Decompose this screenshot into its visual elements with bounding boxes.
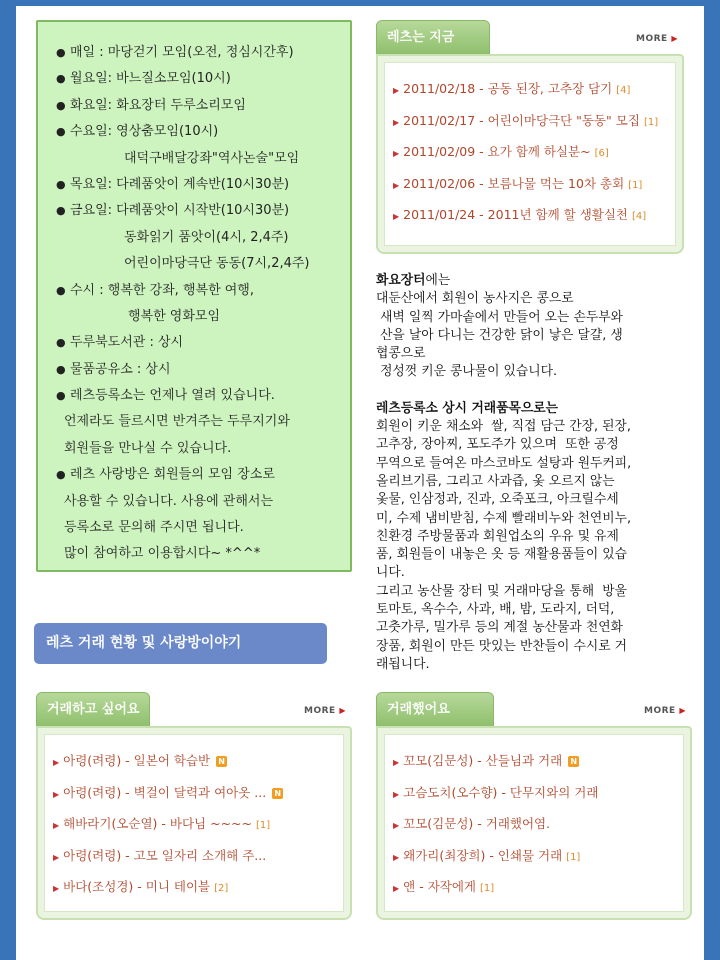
text-line: 옻물, 인삼정과, 진과, 오죽포크, 아크릴수세 xyxy=(376,492,619,508)
new-badge-icon: N xyxy=(216,756,227,767)
schedule-line: ● 월요일: 바느질소모임(10시) xyxy=(56,66,350,92)
bullet-arrow-icon: ▶ xyxy=(53,758,60,767)
schedule-line: ● 수요일: 영상춤모임(10시) xyxy=(56,119,350,145)
text-line: 새벽 일찍 가마솥에서 만들어 오는 손두부와 xyxy=(376,309,623,325)
schedule-line: 사용할 수 있습니다. 사용에 관해서는 xyxy=(64,493,274,509)
list-item-link[interactable]: 꼬모(김문성) - 거래했어염. xyxy=(403,816,551,831)
now-list xyxy=(384,62,676,246)
bullet-arrow-icon: ▶ xyxy=(393,852,400,862)
bullet-icon: ● xyxy=(56,98,66,112)
want-panel-tab: 거래하고 싶어요 xyxy=(36,692,150,726)
list-item-link[interactable]: 2011/02/17 - 어린이마당극단 "동동" 모집 xyxy=(403,112,640,128)
schedule-line: ● 금요일: 다례품앗이 시작반(10시30분) xyxy=(56,198,350,224)
list-item-link[interactable]: 왜가리(최장희) - 인쇄물 거래 xyxy=(403,847,563,863)
bullet-arrow-icon: ▶ xyxy=(393,86,400,95)
list-item-link[interactable]: 앤 - 자작에게 xyxy=(403,879,476,894)
new-badge-icon: N xyxy=(568,756,579,767)
bullet-arrow-icon: ▶ xyxy=(393,884,400,893)
list-item-link[interactable]: 2011/02/09 - 요가 함께 하실분~ xyxy=(403,144,591,159)
schedule-line: ● 레츠등록소는 언제나 열려 있습니다. xyxy=(56,383,350,409)
schedule-line: ● 물품공유소 : 상시 xyxy=(56,357,350,383)
list-item-link[interactable]: 아령(려령) - 고모 일자리 소개해 주... xyxy=(63,847,267,863)
text-line: 토마토, 옥수수, 사과, 배, 밤, 도라지, 더덕, xyxy=(376,602,615,618)
schedule-line: ● 매일 : 마당걷기 모임(오전, 정심시간후) xyxy=(56,40,350,66)
list-item-link[interactable]: 바다(조성경) - 미니 테이블 xyxy=(63,879,211,894)
bullet-arrow-icon: ▶ xyxy=(393,212,400,221)
comment-count: [1] xyxy=(628,179,643,191)
list-item[interactable] xyxy=(53,745,343,777)
info-text xyxy=(376,272,700,674)
list-item[interactable] xyxy=(53,871,343,903)
schedule-line: 행복한 영화모임 xyxy=(128,308,221,324)
want-panel xyxy=(36,692,352,920)
done-panel-tab: 거래했어요 xyxy=(376,692,494,726)
done-more-button[interactable]: MORE ▶ xyxy=(644,706,686,716)
bullet-icon: ● xyxy=(56,125,66,139)
bullet-arrow-icon: ▶ xyxy=(393,789,400,799)
list-item[interactable] xyxy=(393,745,683,777)
bullet-icon: ● xyxy=(56,389,66,403)
list-item[interactable] xyxy=(393,840,683,872)
goods-description xyxy=(376,418,700,674)
text-line: 품, 회원들이 내놓은 옷 등 재활용품들이 있습 xyxy=(376,547,627,563)
schedule-line: 언제라도 들르시면 반겨주는 두루지기와 xyxy=(64,414,290,430)
schedule-line: ● 수시 : 행복한 강좌, 행복한 여행, xyxy=(56,278,350,304)
bullet-arrow-icon: ▶ xyxy=(393,149,400,158)
bullet-arrow-icon: ▶ xyxy=(393,758,400,767)
arrow-right-icon: ▶ xyxy=(679,706,686,715)
bullet-arrow-icon: ▶ xyxy=(393,117,400,127)
text-line: 대둔산에서 회원이 농사지은 콩으로 xyxy=(376,291,574,307)
schedule-box xyxy=(36,20,352,572)
text-line: 미, 수제 냄비받침, 수제 빨래비누와 천연비누, xyxy=(376,510,632,526)
text-line: 고춧가루, 밀가루 등의 계절 농산물과 천연화 xyxy=(376,620,623,636)
list-item[interactable] xyxy=(53,808,343,840)
text-line: 올리브기름, 그리고 사과즙, 옻 오르지 않는 xyxy=(376,473,615,489)
list-item-link[interactable]: 2011/01/24 - 2011년 함께 할 생활실천 xyxy=(403,207,628,222)
comment-count: [4] xyxy=(632,211,647,222)
list-item-link[interactable]: 2011/02/06 - 보름나물 먹는 10차 총회 xyxy=(403,175,625,191)
text-line: 래됩니다. xyxy=(376,656,430,672)
schedule-line: 어린이마당극단 동동(7시,2,4주) xyxy=(124,256,310,272)
list-item[interactable] xyxy=(393,168,675,200)
schedule-line: 회원들을 만나실 수 있습니다. xyxy=(64,440,232,456)
bullet-icon: ● xyxy=(56,468,66,482)
bullet-icon: ● xyxy=(56,72,66,86)
bullet-icon: ● xyxy=(56,362,66,376)
comment-count: [1] xyxy=(566,851,581,863)
text-line: 고추장, 장아찌, 포도주가 있으며 또한 공정 xyxy=(376,437,619,453)
bullet-arrow-icon: ▶ xyxy=(53,821,60,830)
bullet-icon: ● xyxy=(56,283,66,297)
list-item[interactable] xyxy=(393,105,675,137)
list-item[interactable] xyxy=(393,199,675,231)
schedule-line: ● 목요일: 다례품앗이 계속반(10시30분) xyxy=(56,172,350,198)
bullet-arrow-icon: ▶ xyxy=(53,884,60,893)
schedule-line: ● 화요일: 화요장터 두루소리모임 xyxy=(56,93,350,119)
text-line: 산을 날아 다니는 건강한 닭이 낳은 달걀, 생 xyxy=(376,327,623,343)
text-line: 무역으로 들여온 마스코바도 설탕과 원두커피, xyxy=(376,455,632,471)
text-line: 친환경 주방물품과 회원업소의 우유 및 유제 xyxy=(376,528,619,544)
now-panel-tab: 레츠는 지금 xyxy=(376,20,490,54)
want-list xyxy=(44,734,344,912)
list-item[interactable] xyxy=(53,777,343,809)
share-section-title: 레츠 거래 현황 및 사랑방이야기 xyxy=(34,623,327,664)
bullet-icon: ● xyxy=(56,46,66,59)
comment-count: [1] xyxy=(480,883,495,894)
now-more-button[interactable]: MORE ▶ xyxy=(636,34,678,44)
bullet-icon: ● xyxy=(56,204,66,218)
list-item-link[interactable]: 고슴도치(오수향) - 단무지와의 거래 xyxy=(403,784,599,800)
page xyxy=(16,6,704,960)
list-item[interactable] xyxy=(393,136,675,168)
now-panel xyxy=(376,20,684,254)
bullet-arrow-icon: ▶ xyxy=(393,180,400,190)
schedule-line: 많이 참여하고 이용합시다~ *^^* xyxy=(64,546,261,562)
comment-count: [1] xyxy=(643,116,659,128)
text-line: 그리고 농산물 장터 및 거래마당을 통해 방울 xyxy=(376,583,627,599)
list-item[interactable] xyxy=(393,73,675,105)
list-item-link[interactable]: 아령(려령) - 일본어 학습반 xyxy=(63,753,211,768)
comment-count: [4] xyxy=(616,85,631,96)
arrow-right-icon: ▶ xyxy=(671,34,678,43)
list-item-link[interactable]: 해바라기(오순열) - 바다님 ~~~~ xyxy=(63,816,252,831)
want-more-button[interactable]: MORE ▶ xyxy=(304,706,346,716)
comment-count: [1] xyxy=(256,820,271,831)
done-panel xyxy=(376,692,692,920)
new-badge-icon: N xyxy=(272,788,283,799)
bullet-icon: ● xyxy=(56,177,66,191)
arrow-right-icon: ▶ xyxy=(339,706,346,715)
list-item-link[interactable]: 아령(려령) - 벽걸이 달력과 여아옷 ... xyxy=(63,784,267,800)
text-line: 회원이 키운 채소와 쌀, 직접 담근 간장, 된장, xyxy=(376,419,631,435)
bullet-arrow-icon: ▶ xyxy=(393,821,400,830)
done-list xyxy=(384,734,684,912)
bullet-icon: ● xyxy=(56,336,66,350)
list-item[interactable] xyxy=(53,840,343,872)
list-item[interactable] xyxy=(393,777,683,809)
market-description xyxy=(376,290,700,381)
schedule-line: 대덕구배달강좌"역사논술"모임 xyxy=(124,150,300,166)
list-item-link[interactable]: 2011/02/18 - 공동 된장, 고추장 담기 xyxy=(403,81,613,96)
list-item-link[interactable]: 꼬모(김문성) - 산들님과 거래 xyxy=(403,753,563,768)
schedule-line: ● 두루북도서관 : 상시 xyxy=(56,330,350,356)
comment-count: [6] xyxy=(594,148,609,159)
list-item[interactable] xyxy=(393,808,683,840)
text-line: 협콩으로 xyxy=(376,346,426,362)
market-heading: 화요장터에는 xyxy=(376,273,451,288)
schedule-line: 등록소로 문의해 주시면 됩니다. xyxy=(64,520,244,536)
text-line: 장품, 회원이 만든 맛있는 반찬들이 수시로 거 xyxy=(376,638,627,654)
bullet-arrow-icon: ▶ xyxy=(53,852,60,862)
bullet-arrow-icon: ▶ xyxy=(53,789,60,799)
list-item[interactable] xyxy=(393,871,683,903)
text-line: 니다. xyxy=(376,565,405,581)
text-line: 정성껏 키운 콩나물이 있습니다. xyxy=(376,364,558,380)
goods-heading: 레츠등록소 상시 거래품목으로는 xyxy=(376,400,558,416)
schedule-line: 동화읽기 품앗이(4시, 2,4주) xyxy=(124,229,289,245)
schedule-line: ● 레츠 사랑방은 회원들의 모임 장소로 xyxy=(56,462,350,488)
comment-count: [2] xyxy=(214,883,229,894)
